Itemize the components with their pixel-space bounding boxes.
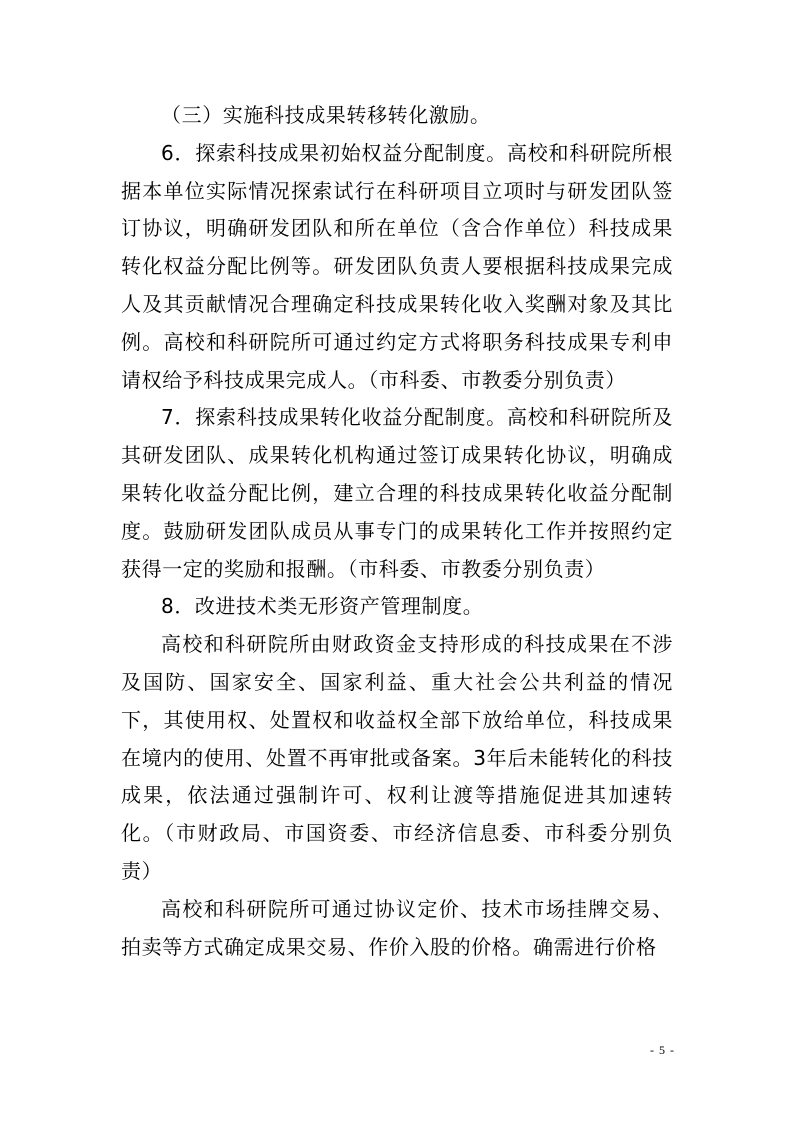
paragraph-item-8: 8．改进技术类无形资产管理制度。 <box>161 594 484 619</box>
paragraph-item-7: 7．探索科技成果转化收益分配制度。高校和科研院所及其研发团队、成果转化机构通过签订成果转化协议，明确成果转化收益分配比例，建立合理的科技成果转化收益分配制度。鼓励研发团队成员从事专门的成果转化工作并按照约定获得一定的奖励和报酬。（市科委、市教委分别负责） <box>121 405 673 581</box>
paragraph-body-1: 高校和科研院所由财政资金支持形成的科技成果在不涉及国防、国家安全、国家利益、重大社会公共利益的情况下，其使用权、处置权和收益权全部下放给单位，科技成果在境内的使用、处置不再审批或备案。3年后未能转化的科技成果，依法通过强制许可、权利让渡等措施促进其加速转化。（市财政局、市国资委、市经济信息委、市科委分别负责） <box>121 632 673 883</box>
section-heading: （三）实施科技成果转移转化激励。 <box>161 103 491 127</box>
paragraph-body-2: 高校和科研院所可通过协议定价、技术市场挂牌交易、拍卖等方式确定成果交易、作价入股的价格。确需进行价格 <box>121 896 673 959</box>
paragraph-item-6: 6．探索科技成果初始权益分配制度。高校和科研院所根据本单位实际情况探索试行在科研项目立项时与研发团队签订协议，明确研发团队和所在单位（含合作单位）科技成果转化权益分配比例等。研发团队负责人要根据科技成果完成人及其贡献情况合理确定科技成果转化收入奖酬对象及其比例。高校和科研院所可通过约定方式将职务科技成果专利申请权给予科技成果完成人。（市科委、市教委分别负责） <box>121 140 673 392</box>
page-number: - 5 - <box>650 1043 675 1057</box>
document-body <box>121 97 673 966</box>
